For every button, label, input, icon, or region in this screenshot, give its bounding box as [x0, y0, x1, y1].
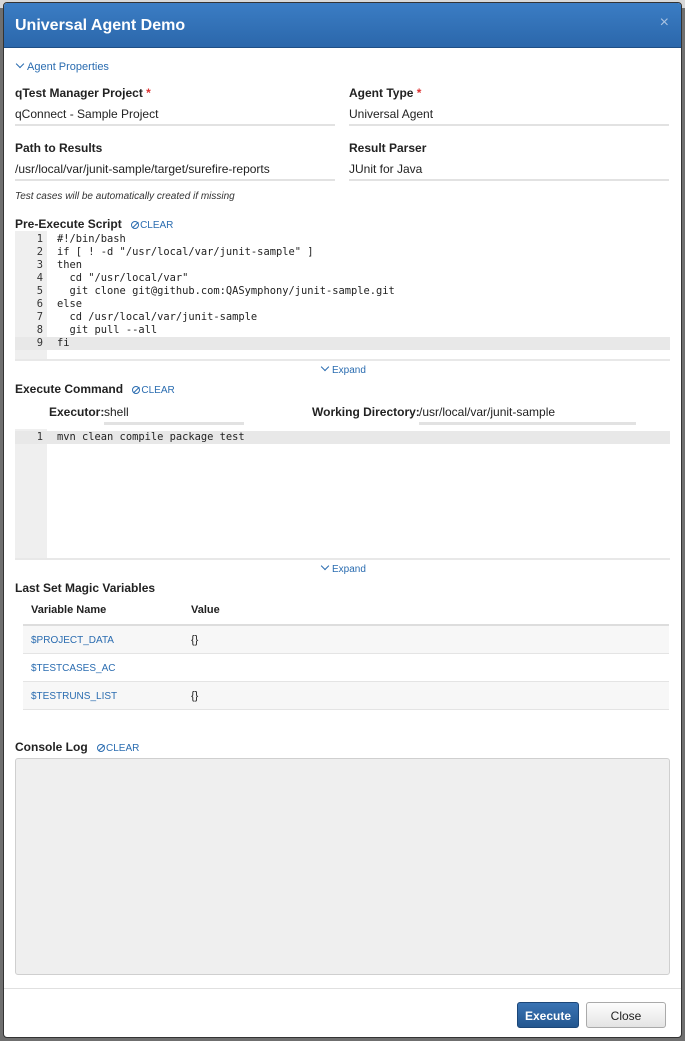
code-line[interactable]	[15, 431, 670, 444]
magic-variables-label: Last Set Magic Variables	[15, 581, 156, 595]
code-text: git clone git@github.com:QASymphony/junit-sample.git	[57, 285, 395, 297]
clear-icon	[132, 386, 140, 394]
line-number: 4	[36, 272, 43, 284]
workdir-label: Working Directory:	[312, 405, 420, 419]
executor-select[interactable]: shell	[104, 404, 244, 425]
working-directory-input[interactable]: /usr/local/var/junit-sample	[419, 404, 636, 425]
execute-command-clear-button[interactable]	[132, 385, 174, 396]
agent-properties-toggle[interactable]	[15, 61, 109, 73]
modal-title: Universal Agent Demo	[15, 17, 186, 34]
chevron-down-icon	[16, 60, 24, 68]
code-line[interactable]	[15, 272, 670, 285]
clear-icon	[97, 744, 105, 752]
project-label-text: qTest Manager Project	[15, 86, 143, 100]
line-number: 6	[36, 298, 43, 310]
line-number: 1	[36, 431, 43, 443]
table-row	[23, 682, 669, 710]
project-label	[15, 86, 151, 100]
execute-expand-link[interactable]	[320, 563, 366, 575]
table-row	[23, 625, 669, 654]
code-line[interactable]	[15, 259, 670, 272]
agent-type-label	[349, 86, 421, 100]
line-number: 5	[36, 285, 43, 297]
variable-value-cell	[183, 654, 669, 682]
code-text: cd "/usr/local/var"	[57, 272, 189, 284]
pre-execute-clear-button[interactable]	[131, 220, 173, 231]
path-to-results-input[interactable]: /usr/local/var/junit-sample/target/surefire-reports	[15, 161, 335, 181]
chevron-down-icon	[321, 562, 329, 570]
variable-name-link[interactable]: $PROJECT_DATA	[31, 634, 114, 646]
code-line[interactable]	[15, 324, 670, 337]
code-text: cd /usr/local/var/junit-sample	[57, 311, 258, 323]
line-number: 9	[36, 337, 43, 349]
pre-execute-label	[15, 217, 173, 231]
pre-execute-editor[interactable]	[15, 231, 670, 361]
variable-value-cell: {}	[183, 682, 669, 710]
variable-value-cell: {}	[183, 625, 669, 654]
code-text: then	[57, 259, 83, 271]
variable-name-cell[interactable]	[23, 654, 183, 682]
clear-icon	[131, 221, 139, 229]
execute-command-label	[15, 382, 175, 396]
expand-label: Expand	[332, 564, 366, 575]
code-text: git pull --all	[57, 324, 158, 336]
executor-label: Executor:	[49, 405, 105, 419]
close-icon[interactable]: ×	[659, 14, 669, 31]
execute-button[interactable]: Execute	[517, 1002, 579, 1028]
line-gutter	[15, 429, 47, 558]
expand-label: Expand	[332, 365, 366, 376]
pre-execute-label-text: Pre-Execute Script	[15, 217, 122, 231]
console-log-label	[15, 740, 139, 754]
chevron-down-icon	[321, 363, 329, 371]
console-log-label-text: Console Log	[15, 740, 88, 754]
code-text: else	[57, 298, 83, 310]
project-select[interactable]: qConnect - Sample Project	[15, 106, 335, 126]
variable-name-link[interactable]: $TESTCASES_AC	[31, 662, 116, 674]
clear-label: CLEAR	[106, 743, 140, 754]
execute-command-label-text: Execute Command	[15, 382, 124, 396]
required-marker: *	[416, 86, 422, 100]
console-clear-button[interactable]	[97, 743, 139, 754]
code-text: if [ ! -d "/usr/local/var/junit-sample" ]	[57, 246, 314, 258]
variable-name-cell[interactable]	[23, 682, 183, 710]
agent-type-select[interactable]: Universal Agent	[349, 106, 669, 126]
path-label: Path to Results	[15, 141, 103, 155]
variable-name-link[interactable]: $TESTRUNS_LIST	[31, 690, 118, 702]
modal-header	[4, 3, 681, 48]
magic-variables-table	[23, 595, 669, 710]
line-number: 8	[36, 324, 43, 336]
table-row	[23, 654, 669, 682]
code-line[interactable]	[15, 233, 670, 246]
line-number: 2	[36, 246, 43, 258]
column-header-variable-name: Variable Name	[23, 595, 183, 625]
column-header-value: Value	[183, 595, 669, 625]
line-number: 1	[36, 233, 43, 245]
pre-execute-expand-link[interactable]	[320, 364, 366, 376]
line-number: 3	[36, 259, 43, 271]
agent-type-label-text: Agent Type	[349, 86, 414, 100]
required-marker: *	[146, 86, 151, 100]
console-log-area[interactable]	[15, 758, 670, 975]
code-line[interactable]	[15, 285, 670, 298]
result-parser-select[interactable]: JUnit for Java	[349, 161, 669, 181]
table-header-row	[23, 595, 669, 625]
universal-agent-modal	[3, 2, 682, 1038]
clear-label: CLEAR	[141, 385, 175, 396]
line-number: 7	[36, 311, 43, 323]
code-text: #!/bin/bash	[57, 233, 126, 245]
code-line[interactable]	[15, 298, 670, 311]
code-line[interactable]	[15, 246, 670, 259]
code-line[interactable]	[15, 337, 670, 350]
code-text: mvn clean compile package test	[57, 431, 245, 443]
agent-properties-label: Agent Properties	[27, 61, 109, 73]
code-text: fi	[57, 337, 70, 349]
modal-footer	[4, 988, 681, 1038]
close-button[interactable]: Close	[586, 1002, 666, 1028]
auto-create-note: Test cases will be automatically created if missing	[15, 191, 235, 202]
code-line[interactable]	[15, 311, 670, 324]
execute-command-editor[interactable]	[15, 429, 670, 560]
variable-name-cell[interactable]	[23, 625, 183, 654]
clear-label: CLEAR	[140, 220, 174, 231]
parser-label: Result Parser	[349, 141, 427, 155]
